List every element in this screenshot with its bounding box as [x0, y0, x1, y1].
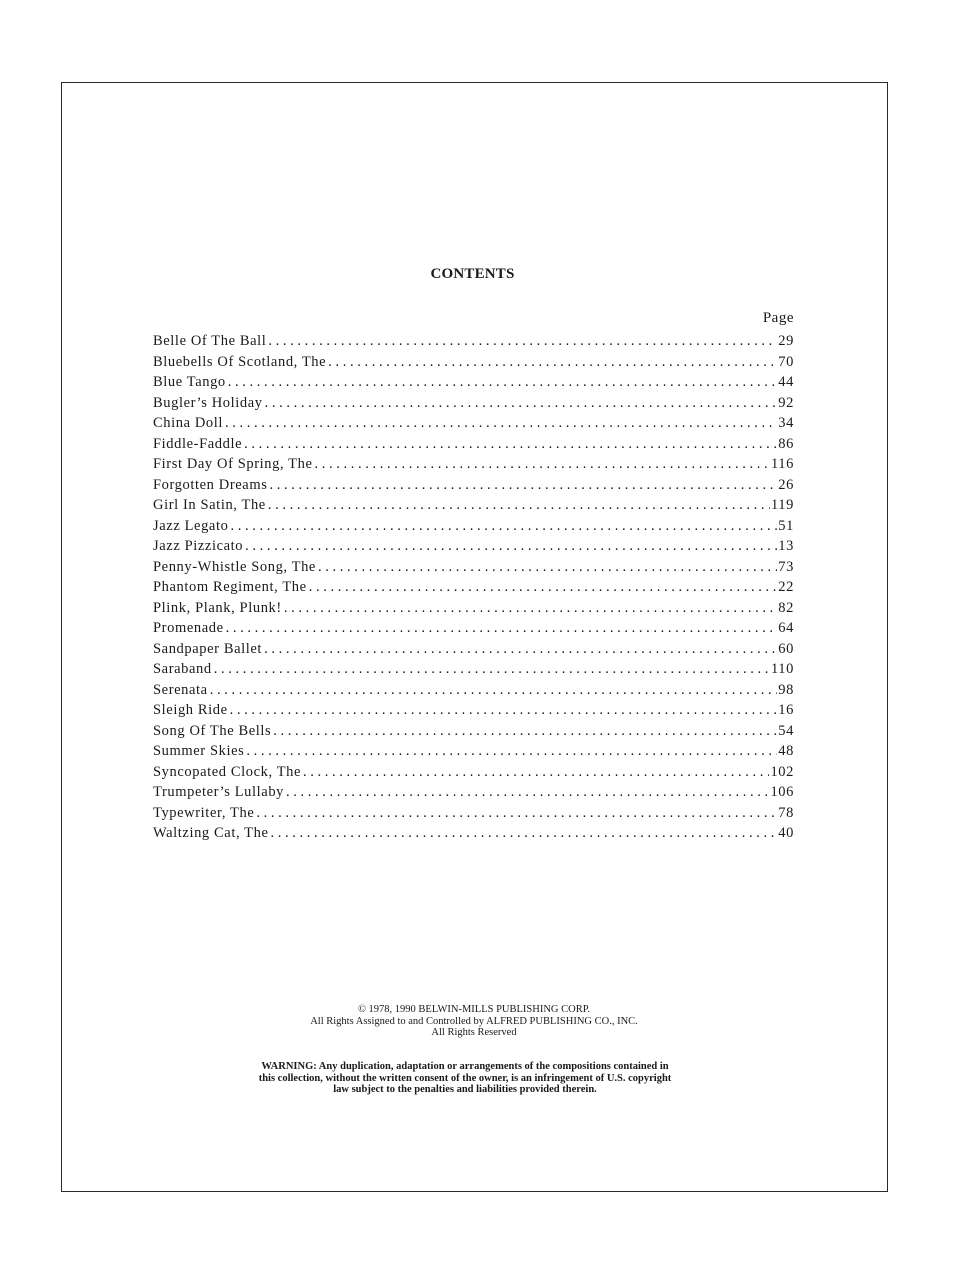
- toc-entry: [153, 456, 794, 477]
- dot-leader: [328, 354, 777, 371]
- dot-leader: [226, 620, 778, 637]
- table-of-contents: [153, 333, 794, 846]
- toc-entry-page: 106: [770, 784, 794, 800]
- toc-entry-page: 102: [770, 763, 794, 780]
- toc-entry-title: Trumpeter’s Lullaby: [153, 784, 285, 800]
- toc-entry-page: 22: [778, 579, 794, 595]
- toc-entry-page: 116: [770, 456, 794, 472]
- toc-entry-page: 54: [778, 722, 794, 739]
- toc-entry: [153, 600, 794, 621]
- toc-entry: [153, 764, 794, 785]
- toc-entry: [153, 641, 794, 662]
- toc-entry-page: 34: [778, 415, 794, 431]
- dot-leader: [225, 415, 777, 432]
- toc-entry-title: Belle Of The Ball: [153, 333, 267, 349]
- toc-entry: [153, 784, 794, 805]
- dot-leader: [214, 661, 770, 678]
- toc-entry-title: Song Of The Bells: [153, 722, 272, 739]
- copyright-line: All Rights Assigned to and Controlled by ALFRED PUBLISHING CO., INC.: [310, 1015, 638, 1027]
- toc-entry-title: Saraband: [153, 661, 212, 677]
- toc-entry: [153, 374, 794, 395]
- toc-entry-page: 119: [770, 497, 794, 513]
- dot-leader: [264, 641, 777, 658]
- dot-leader: [228, 374, 778, 391]
- dot-leader: [210, 682, 778, 699]
- toc-entry: [153, 559, 794, 580]
- dot-leader: [230, 702, 778, 719]
- toc-entry-title: Syncopated Clock, The: [153, 763, 302, 780]
- dot-leader: [268, 497, 770, 514]
- toc-entry-page: 44: [778, 374, 794, 390]
- toc-entry-page: 13: [778, 538, 794, 554]
- toc-entry-page: 82: [778, 599, 794, 616]
- toc-entry-page: 70: [778, 353, 794, 370]
- toc-entry-title: Forgotten Dreams: [153, 476, 268, 493]
- toc-entry: [153, 477, 794, 498]
- dot-leader: [270, 825, 777, 842]
- toc-entry-title: Promenade: [153, 620, 224, 636]
- dot-leader: [309, 579, 778, 596]
- warning-line: law subject to the penalties and liabilities provided therein.: [333, 1084, 597, 1095]
- toc-entry-page: 92: [778, 394, 794, 411]
- toc-entry-page: 29: [778, 333, 794, 349]
- toc-entry: [153, 538, 794, 559]
- toc-entry: [153, 682, 794, 703]
- toc-entry-title: Serenata: [153, 681, 208, 698]
- toc-entry-page: 73: [778, 558, 794, 575]
- dot-leader: [315, 456, 770, 473]
- dot-leader: [245, 538, 777, 555]
- toc-entry-title: Waltzing Cat, The: [153, 825, 269, 841]
- toc-entry-title: Sandpaper Ballet: [153, 640, 263, 657]
- dot-leader: [246, 743, 777, 760]
- dot-leader: [286, 784, 769, 801]
- toc-entry-page: 78: [778, 804, 794, 821]
- toc-entry-title: Blue Tango: [153, 374, 226, 390]
- copyright-line: © 1978, 1990 BELWIN-MILLS PUBLISHING CORP.: [357, 1004, 591, 1015]
- toc-entry-title: Phantom Regiment, The: [153, 579, 307, 595]
- toc-entry: [153, 354, 794, 375]
- toc-entry: [153, 661, 794, 682]
- toc-entry-page: 86: [778, 435, 794, 452]
- toc-entry: [153, 723, 794, 744]
- page-column-label: Page: [762, 310, 794, 326]
- dot-leader: [244, 436, 777, 453]
- toc-entry: [153, 825, 794, 846]
- toc-entry-title: Bluebells Of Scotland, The: [153, 353, 327, 370]
- toc-entry-title: Girl In Satin, The: [153, 497, 266, 513]
- toc-entry-page: 60: [778, 640, 794, 657]
- toc-entry: [153, 395, 794, 416]
- toc-entry-title: Jazz Legato: [153, 517, 229, 534]
- toc-entry: [153, 702, 794, 723]
- toc-entry-title: China Doll: [153, 415, 224, 431]
- toc-entry-title: Plink, Plank, Plunk!: [153, 599, 282, 616]
- toc-entry-title: Penny-Whistle Song, The: [153, 558, 316, 575]
- toc-entry: [153, 805, 794, 826]
- toc-entry-page: 110: [770, 661, 794, 677]
- dot-leader: [265, 395, 778, 412]
- dot-leader: [284, 600, 777, 617]
- dot-leader: [256, 805, 777, 822]
- toc-entry: [153, 743, 794, 764]
- dot-leader: [230, 518, 777, 535]
- dot-leader: [269, 477, 777, 494]
- toc-entry-page: 64: [778, 620, 794, 636]
- toc-entry: [153, 518, 794, 539]
- toc-entry: [153, 579, 794, 600]
- toc-entry-page: 26: [778, 476, 794, 493]
- toc-entry-title: Sleigh Ride: [153, 702, 228, 718]
- toc-entry: [153, 415, 794, 436]
- toc-entry: [153, 620, 794, 641]
- warning-notice: [0, 1061, 930, 1096]
- toc-entry: [153, 497, 794, 518]
- toc-entry-page: 48: [778, 743, 794, 759]
- toc-entry-title: Summer Skies: [153, 743, 245, 759]
- dot-leader: [273, 723, 777, 740]
- toc-entry-page: 51: [778, 517, 794, 534]
- toc-entry-page: 98: [778, 681, 794, 698]
- toc-entry-title: First Day Of Spring, The: [153, 456, 313, 472]
- dot-leader: [268, 333, 777, 350]
- toc-entry-page: 40: [778, 825, 794, 841]
- copyright-notice: [0, 1004, 948, 1039]
- toc-entry-page: 16: [778, 702, 794, 718]
- toc-entry-title: Jazz Pizzicato: [153, 538, 244, 554]
- copyright-line: All Rights Reserved: [431, 1027, 517, 1038]
- dot-leader: [303, 764, 769, 781]
- toc-entry-title: Bugler’s Holiday: [153, 394, 263, 411]
- toc-entry: [153, 436, 794, 457]
- warning-line: WARNING: Any duplication, adaptation or arrangements of the compositions contained in: [261, 1061, 669, 1072]
- warning-line: this collection, without the written consent of the owner, is an infringement of U.S. copyright: [258, 1072, 672, 1084]
- dot-leader: [318, 559, 777, 576]
- toc-entry-title: Typewriter, The: [153, 804, 255, 821]
- contents-heading: CONTENTS: [430, 266, 515, 282]
- toc-entry-title: Fiddle-Faddle: [153, 435, 243, 452]
- toc-entry: [153, 333, 794, 354]
